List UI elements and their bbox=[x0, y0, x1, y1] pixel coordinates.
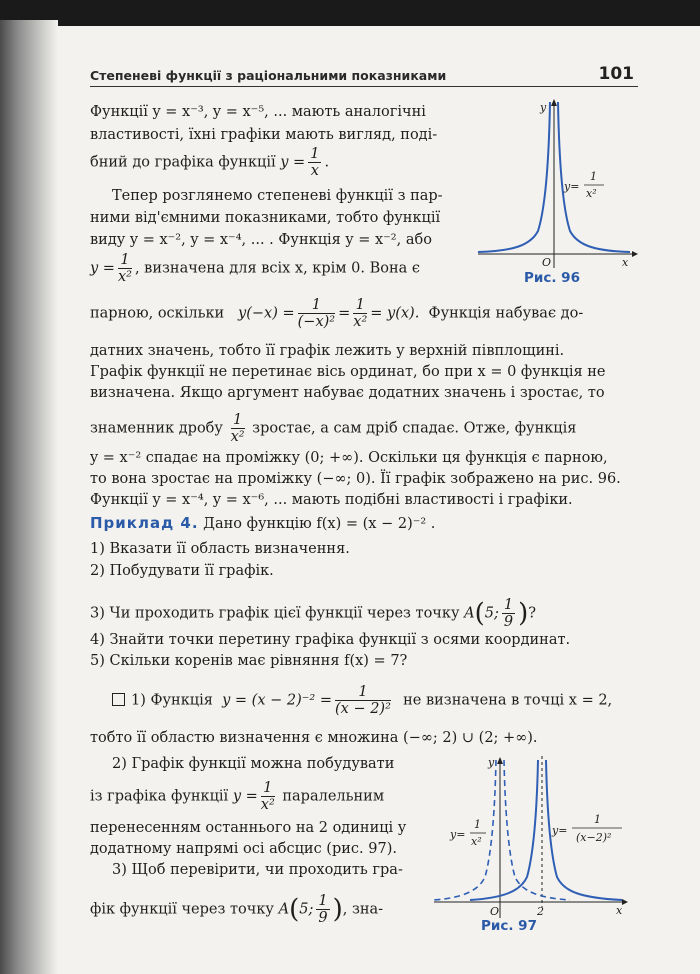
para2-line1: Тепер розглянемо степеневі функції з пар- bbox=[112, 188, 443, 204]
fraction-even-check-1: $\frac{1}{\text{(−x)²}}$ bbox=[297, 297, 336, 330]
top-dark-border bbox=[0, 0, 700, 26]
solution-start-square-icon bbox=[112, 693, 125, 706]
fig97-y-label: y bbox=[488, 756, 495, 769]
solution-line4: із графіка функції y = $\frac{1}{\text{x²}}$ паралельним bbox=[90, 780, 385, 813]
fig97-left-den: x² bbox=[471, 835, 482, 848]
figure-96-graph bbox=[472, 96, 640, 276]
para2-line12: Функції y = x⁻⁴, y = x⁻⁶, ... мають подібні властивості і графіки. bbox=[90, 492, 573, 508]
fig97-right-num: 1 bbox=[594, 813, 601, 826]
solution-line6: додатному напрямі осі абсцис (рис. 97). bbox=[90, 841, 397, 857]
figure-97-graph bbox=[430, 752, 630, 924]
fig97-tick-2: 2 bbox=[537, 905, 544, 918]
fraction-1-over-x: $\frac{1}{x}$ bbox=[310, 146, 320, 179]
formula-lhs: y = bbox=[280, 154, 306, 171]
solution-line2: тобто її областю визначення є множина (−∞; 2) ∪ (2; +∞). bbox=[90, 730, 538, 746]
example-heading bbox=[90, 514, 435, 533]
page-header bbox=[90, 64, 638, 87]
para2-line5: парною, оскільки y(−x) = $\frac{1}{\text{(−x)²}}$ = $\frac{1}{\text{x²}}$ = y(x). Функція набуває до- bbox=[90, 297, 584, 330]
solution-line1: 1) Функція y = (x − 2)⁻² = $\frac{1}{\text{(x − 2)²}}$ не визначена в точці x = 2, bbox=[112, 684, 612, 717]
fig97-left-lhs: y= bbox=[450, 828, 466, 841]
figure-97-caption: Рис. 97 bbox=[481, 918, 537, 934]
para2-line6: датних значень, тобто її графік лежить у верхній півплощині. bbox=[90, 343, 565, 359]
fraction-even-check-2: $\frac{1}{\text{x²}}$ bbox=[353, 297, 368, 330]
solution-fraction-2: $\frac{1}{\text{x²}}$ bbox=[260, 780, 275, 813]
point-a-fraction: $\frac{1}{9}$ bbox=[503, 597, 514, 630]
fig96-formula-den: x² bbox=[586, 187, 597, 200]
example-q4: 4) Знайти точки перетину графіка функції з осями координат. bbox=[90, 632, 571, 648]
point-a-fraction-2: $\frac{1}{9}$ bbox=[318, 893, 328, 926]
example-q5: 5) Скільки коренів має рівняння f(x) = 7? bbox=[90, 653, 408, 669]
example-q1: 1) Вказати її область визначення. bbox=[90, 541, 350, 557]
para2-line3: виду y = x⁻², y = x⁻⁴, ... . Функція y = x⁻², або bbox=[90, 232, 432, 248]
para2-line2: ними від'ємними показниками, тобто функції bbox=[90, 210, 441, 226]
para1-line3: бний до графіка функції y = $\frac{1}{x}$ . bbox=[90, 146, 330, 179]
example-q3: 3) Чи проходить графік цієї функції через точку A(5; $\frac{1}{9}$ )? bbox=[90, 597, 537, 630]
fraction-1-over-x2: $\frac{1}{\text{x²}}$ bbox=[117, 252, 132, 285]
para1-line1: Функції y = x⁻³, y = x⁻⁵, ... мають аналогічні bbox=[90, 104, 426, 120]
solution-line5: перенесенням останнього на 2 одиниці у bbox=[90, 820, 407, 836]
example-label: Приклад 4. bbox=[90, 514, 199, 532]
solution-line8: фік функції через точку A(5; $\frac{1}{9}$ ), зна- bbox=[90, 893, 384, 926]
fraction-denominator: $\frac{1}{\text{x²}}$ bbox=[230, 412, 245, 445]
para2-line7: Графік функції не перетинає вісь ординат, бо при x = 0 функція не bbox=[90, 364, 606, 380]
fig97-x-label: x bbox=[616, 904, 623, 917]
para2-line8: визначена. Якщо аргумент набуває додатних значень і зростає, то bbox=[90, 385, 605, 401]
solution-fraction: $\frac{1}{\text{(x − 2)²}}$ bbox=[335, 684, 391, 717]
fig97-right-den: (x−2)² bbox=[576, 831, 612, 844]
para2-line9: знаменник дробу $\frac{1}{\text{x²}}$ зростає, а сам дріб спадає. Отже, функція bbox=[90, 412, 577, 445]
para2-line4: y = $\frac{1}{\text{x²}}$ , визначена для всіх x, крім 0. Вона є bbox=[90, 252, 421, 285]
fig96-y-label: y bbox=[540, 101, 547, 114]
book-spine-shadow bbox=[0, 20, 58, 974]
example-q2: 2) Побудувати її графік. bbox=[90, 563, 274, 579]
fig96-formula-lhs: y= bbox=[564, 180, 580, 193]
para1-line3-text: бний до графіка функції bbox=[90, 154, 276, 171]
fig97-origin: O bbox=[490, 905, 500, 918]
fig97-left-num: 1 bbox=[474, 818, 481, 831]
fig96-formula-num: 1 bbox=[590, 170, 597, 183]
para2-line11: то вона зростає на проміжку (−∞; 0). Її графік зображено на рис. 96. bbox=[90, 471, 621, 487]
fig96-origin: O bbox=[542, 256, 552, 269]
curve-left-branch bbox=[478, 102, 550, 252]
page-number: 101 bbox=[598, 64, 634, 84]
para2-line10: y = x⁻² спадає на проміжку (0; +∞). Оскільки ця функція є парною, bbox=[90, 450, 608, 466]
solution-line3: 2) Графік функції можна побудувати bbox=[112, 756, 395, 772]
running-title: Степеневі функції з раціональними показниками bbox=[90, 68, 447, 83]
solution-line7: 3) Щоб перевірити, чи проходить гра- bbox=[112, 862, 403, 878]
fig97-right-lhs: y= bbox=[552, 824, 568, 837]
example-intro: Дано функцію f(x) = (x − 2)⁻² . bbox=[203, 516, 436, 532]
figure-96-caption: Рис. 96 bbox=[524, 270, 580, 286]
para1-line2: властивості, їхні графіки мають вигляд, поді- bbox=[90, 127, 438, 143]
fig96-x-label: x bbox=[622, 256, 629, 269]
